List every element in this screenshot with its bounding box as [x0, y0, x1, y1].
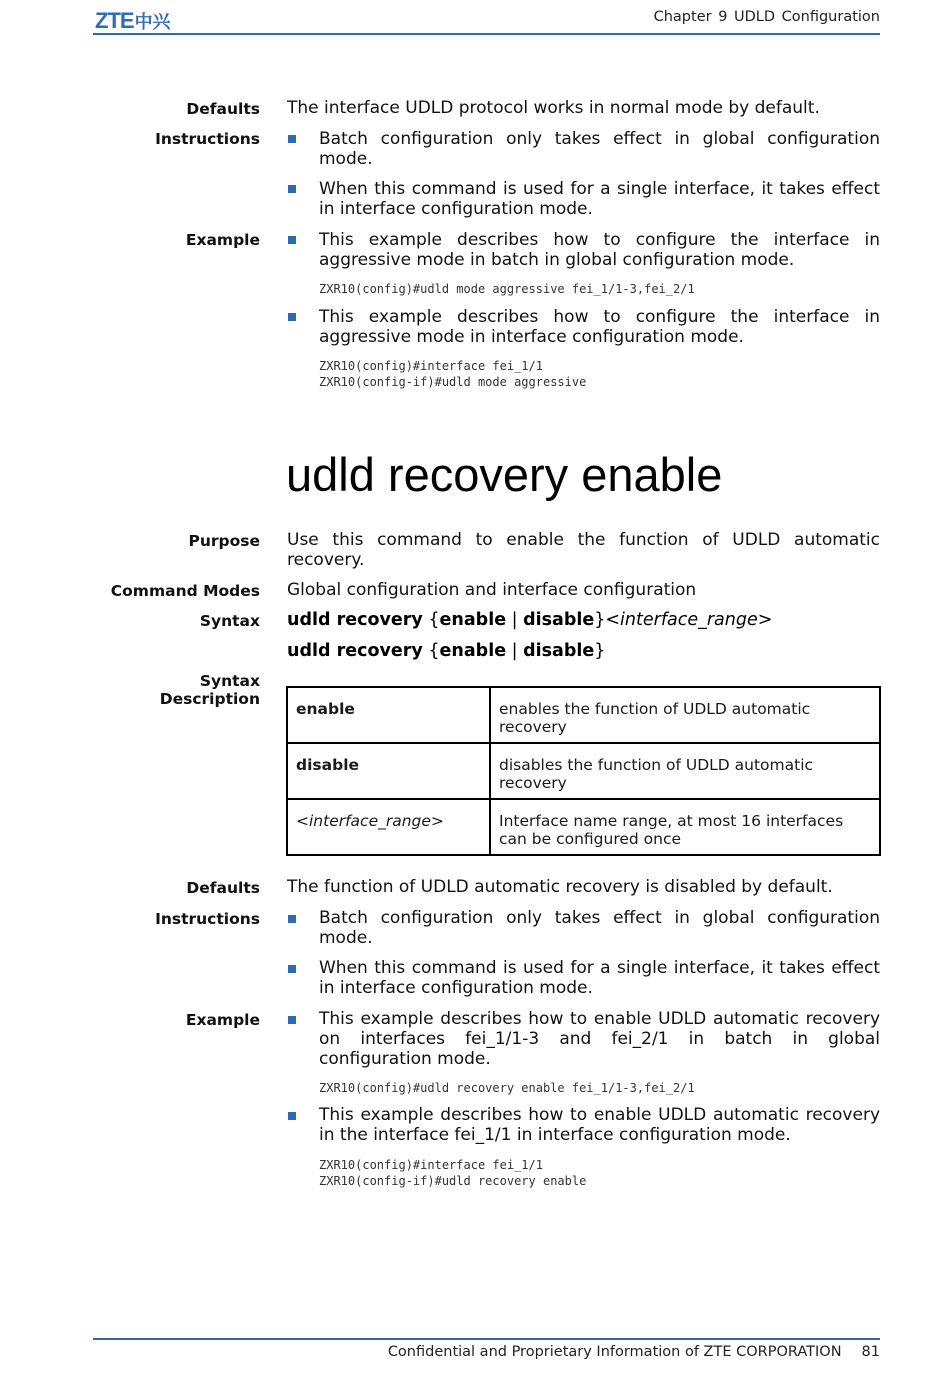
syntax-option: enable: [439, 641, 507, 661]
code-block: ZXR10(config)#udld recovery enable fei_1/1-3,fei_2/1: [319, 1081, 695, 1095]
syntax-option: disable: [523, 641, 595, 661]
code-block: ZXR10(config)#udld mode aggressive fei_1/1-3,fei_2/1: [319, 282, 695, 296]
syntax-brace: }: [594, 610, 606, 630]
param-name-cell: [287, 743, 490, 799]
syntax-brace: }: [594, 641, 606, 661]
example-label: Example: [185, 1011, 260, 1029]
example-label: Example: [185, 231, 260, 249]
table-row: [287, 687, 880, 743]
purpose-text: Use this command to enable the function of UDLD automatic recovery.: [287, 530, 880, 570]
syntax-brace: {: [422, 610, 440, 630]
example-item: This example describes how to enable UDLD automatic recovery in the interface fei_1/1 in interface configuration mode.: [319, 1105, 880, 1145]
syntax-separator: |: [506, 610, 524, 630]
param-name: disable: [296, 756, 360, 774]
defaults-label: Defaults: [186, 879, 260, 897]
header-divider: [93, 33, 880, 35]
syntax-line: [287, 609, 772, 631]
code-block: ZXR10(config)#interface fei_1/1 ZXR10(config-if)#udld recovery enable: [319, 1158, 587, 1188]
instructions-label: Instructions: [155, 130, 260, 148]
syntax-line: [287, 640, 605, 662]
bullet-icon: [288, 236, 296, 244]
table-row: [287, 799, 880, 855]
purpose-label: Purpose: [188, 532, 260, 550]
syntax-argument: <interface_range>: [605, 610, 773, 630]
instruction-item: Batch configuration only takes effect in global configuration mode.: [319, 129, 880, 169]
bullet-icon: [288, 135, 296, 143]
bullet-icon: [288, 1112, 296, 1120]
param-name: enable: [296, 700, 355, 718]
footer-divider: [93, 1338, 880, 1340]
chapter-title: Chapter 9 UDLD Configuration: [653, 9, 880, 25]
bullet-icon: [288, 313, 296, 321]
page-number: 81: [861, 1344, 880, 1360]
example-item: This example describes how to enable UDLD automatic recovery on interfaces fei_1/1-3 and fei_2/1 in batch in global configuration mode.: [319, 1009, 880, 1069]
table-row: [287, 743, 880, 799]
footer-text: Confidential and Proprietary Information of ZTE CORPORATION: [387, 1344, 842, 1360]
instruction-item: When this command is used for a single interface, it takes effect in interface configuration mode.: [319, 179, 880, 219]
zte-logo: [95, 8, 171, 34]
param-name-cell: [287, 799, 490, 855]
defaults-label: Defaults: [186, 100, 260, 118]
syntax-description-label: [160, 672, 260, 708]
syntax-separator: |: [506, 641, 524, 661]
defaults-text: The interface UDLD protocol works in normal mode by default.: [287, 98, 820, 118]
instructions-label: Instructions: [155, 910, 260, 928]
example-item: This example describes how to configure the interface in aggressive mode in batch in global configuration mode.: [319, 230, 880, 270]
code-block: ZXR10(config)#interface fei_1/1 ZXR10(config-if)#udld mode aggressive: [319, 359, 587, 389]
page-footer: [388, 1344, 880, 1360]
example-item: This example describes how to configure the interface in aggressive mode in interface configuration mode.: [319, 307, 880, 347]
param-desc-cell: disables the function of UDLD automatic recovery: [490, 743, 880, 799]
command-modes-label: Command Modes: [110, 582, 260, 600]
defaults-text: The function of UDLD automatic recovery is disabled by default.: [287, 877, 833, 897]
syntax-command: udld recovery: [287, 641, 423, 661]
command-title: udld recovery enable: [286, 448, 723, 501]
syntax-label: Syntax: [199, 612, 260, 630]
syntax-brace: {: [422, 641, 440, 661]
bullet-icon: [288, 915, 296, 923]
command-modes-text: Global configuration and interface configuration: [287, 580, 697, 600]
logo-chinese: 中兴: [134, 12, 171, 33]
bullet-icon: [288, 965, 296, 973]
parameter-table: [286, 686, 881, 856]
syntax-option: enable: [439, 610, 507, 630]
bullet-icon: [288, 185, 296, 193]
bullet-icon: [288, 1016, 296, 1024]
param-desc-cell: Interface name range, at most 16 interfaces can be configured once: [490, 799, 880, 855]
instruction-item: Batch configuration only takes effect in global configuration mode.: [319, 908, 880, 948]
logo-latin: ZTE: [95, 8, 134, 33]
instruction-item: When this command is used for a single interface, it takes effect in interface configuration mode.: [319, 958, 880, 998]
label-line: Syntax: [199, 672, 260, 690]
param-name: <interface_range>: [296, 812, 444, 830]
syntax-command: udld recovery: [287, 610, 423, 630]
param-name-cell: [287, 687, 490, 743]
label-line: Description: [159, 690, 260, 708]
syntax-option: disable: [523, 610, 595, 630]
param-desc-cell: enables the function of UDLD automatic recovery: [490, 687, 880, 743]
